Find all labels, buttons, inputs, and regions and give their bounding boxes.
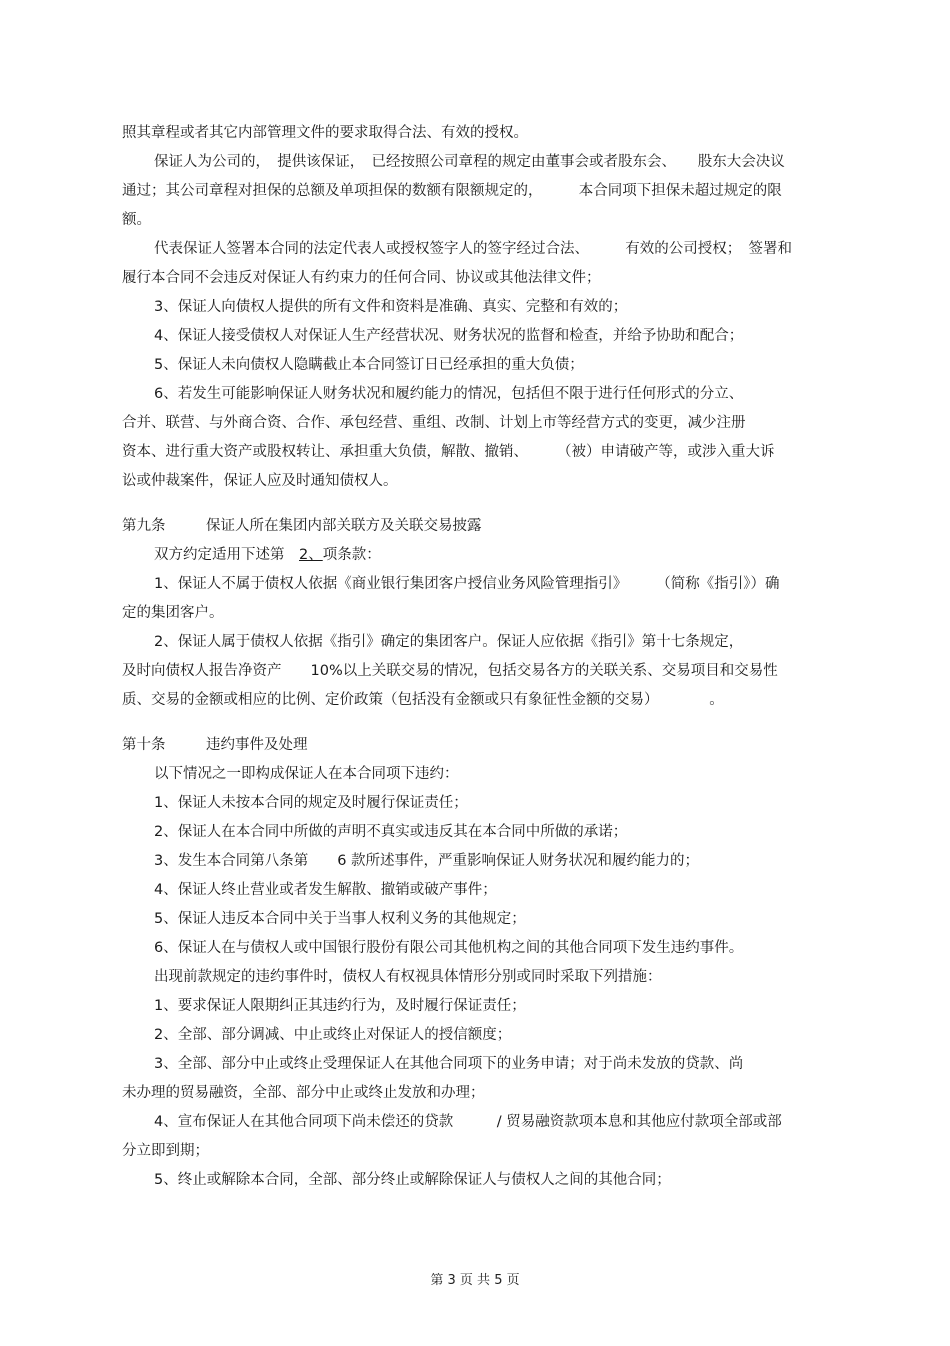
list-item: 4、宣布保证人在其他合同项下尚未偿还的贷款 / 贸易融资款项本息和其他应付款项全部或部 — [154, 1114, 782, 1130]
text-fragment: 双方约定适用下述第 — [154, 547, 299, 563]
document-body — [122, 119, 834, 1195]
list-item: 6、保证人在与债权人或中国银行股份有限公司其他机构之间的其他合同项下发生违约事件。 — [154, 940, 744, 956]
list-item: 1、保证人未按本合同的规定及时履行保证责任； — [154, 795, 468, 811]
section-heading-9 — [122, 512, 834, 541]
paragraph: 保证人为公司的， 提供该保证， 已经按照公司章程的规定由董事会或者股东会、 股东大会决议 — [154, 154, 785, 170]
paragraph: 代表保证人签署本合同的法定代表人或授权签字人的签字经过合法、 有效的公司授权； 签署和 — [154, 241, 792, 257]
selected-clause-number: 2、 — [299, 547, 323, 563]
section-heading-10 — [122, 731, 834, 760]
section-title: 违约事件及处理 — [206, 737, 308, 753]
list-item: 4、保证人终止营业或者发生解散、撤销或破产事件； — [154, 882, 497, 898]
paragraph-line: 质、交易的金额或相应的比例、定价政策（包括没有金额或只有象征性金额的交易） 。 — [122, 692, 724, 708]
list-item: 2、保证人在本合同中所做的声明不真实或违反其在本合同中所做的承诺； — [154, 824, 628, 840]
paragraph-line: 分立即到期； — [122, 1143, 209, 1159]
paragraph-line: 资本、进行重大资产或股权转让、承担重大负债，解散、撤销、 （被）申请破产等，或涉入重大诉 — [122, 444, 775, 460]
spacer — [122, 496, 834, 512]
paragraph: 出现前款规定的违约事件时，债权人有权视具体情形分别或同时采取下列措施： — [154, 969, 662, 985]
paragraph: 以下情况之一即构成保证人在本合同项下违约： — [154, 766, 459, 782]
paragraph-line: 未办理的贸易融资，全部、部分中止或终止发放和办理； — [122, 1085, 485, 1101]
paragraph: 照其章程或者其它内部管理文件的要求取得合法、有效的授权。 — [122, 125, 528, 141]
paragraph-line: 及时向债权人报告净资产 10%以上关联交易的情况，包括交易各方的关联关系、交易项目和交易性 — [122, 663, 778, 679]
list-item: 1、要求保证人限期纠正其违约行为，及时履行保证责任； — [154, 998, 526, 1014]
list-item: 2、全部、部分调减、中止或终止对保证人的授信额度； — [154, 1027, 512, 1043]
list-item: 6、若发生可能影响保证人财务状况和履约能力的情况，包括但不限于进行任何形式的分立、 — [154, 386, 744, 402]
text-fragment: 项条款： — [322, 547, 381, 563]
paragraph — [122, 541, 834, 570]
paragraph-line: 定的集团客户。 — [122, 605, 224, 621]
paragraph-line: 讼或仲裁案件，保证人应及时通知债权人。 — [122, 473, 398, 489]
section-title: 保证人所在集团内部关联方及关联交易披露 — [206, 518, 482, 534]
list-item: 5、保证人未向债权人隐瞒截止本合同签订日已经承担的重大负债； — [154, 357, 584, 373]
spacer — [122, 715, 834, 731]
list-item: 3、保证人向债权人提供的所有文件和资料是准确、真实、完整和有效的； — [154, 299, 628, 315]
list-item: 3、发生本合同第八条第 6 款所述事件，严重影响保证人财务状况和履约能力的； — [154, 853, 700, 869]
paragraph-line: 额。 — [122, 212, 151, 228]
section-number: 第十条 — [122, 737, 166, 753]
list-item: 5、保证人违反本合同中关于当事人权利义务的其他规定； — [154, 911, 526, 927]
list-item: 3、全部、部分中止或终止受理保证人在其他合同项下的业务申请；对于尚未发放的贷款、尚 — [154, 1056, 744, 1072]
page-footer: 第 3 页 共 5 页 — [430, 1273, 520, 1288]
paragraph-line: 通过；其公司章程对担保的总额及单项担保的数额有限额规定的， 本合同项下担保未超过规定的限 — [122, 183, 782, 199]
section-number: 第九条 — [122, 518, 166, 534]
paragraph-line: 合并、联营、与外商合资、合作、承包经营、重组、改制、计划上市等经营方式的变更，减少注册 — [122, 415, 746, 431]
paragraph-line: 履行本合同不会违反对保证人有约束力的任何合同、协议或其他法律文件； — [122, 270, 601, 286]
list-item: 5、终止或解除本合同，全部、部分终止或解除保证人与债权人之间的其他合同； — [154, 1172, 671, 1188]
list-item: 1、保证人不属于债权人依据《商业银行集团客户授信业务风险管理指引》 （简称《指引》）确 — [154, 576, 780, 592]
list-item: 4、保证人接受债权人对保证人生产经营状况、财务状况的监督和检查，并给予协助和配合； — [154, 328, 744, 344]
list-item: 2、保证人属于债权人依据《指引》确定的集团客户。保证人应依据《指引》第十七条规定， — [154, 634, 744, 650]
